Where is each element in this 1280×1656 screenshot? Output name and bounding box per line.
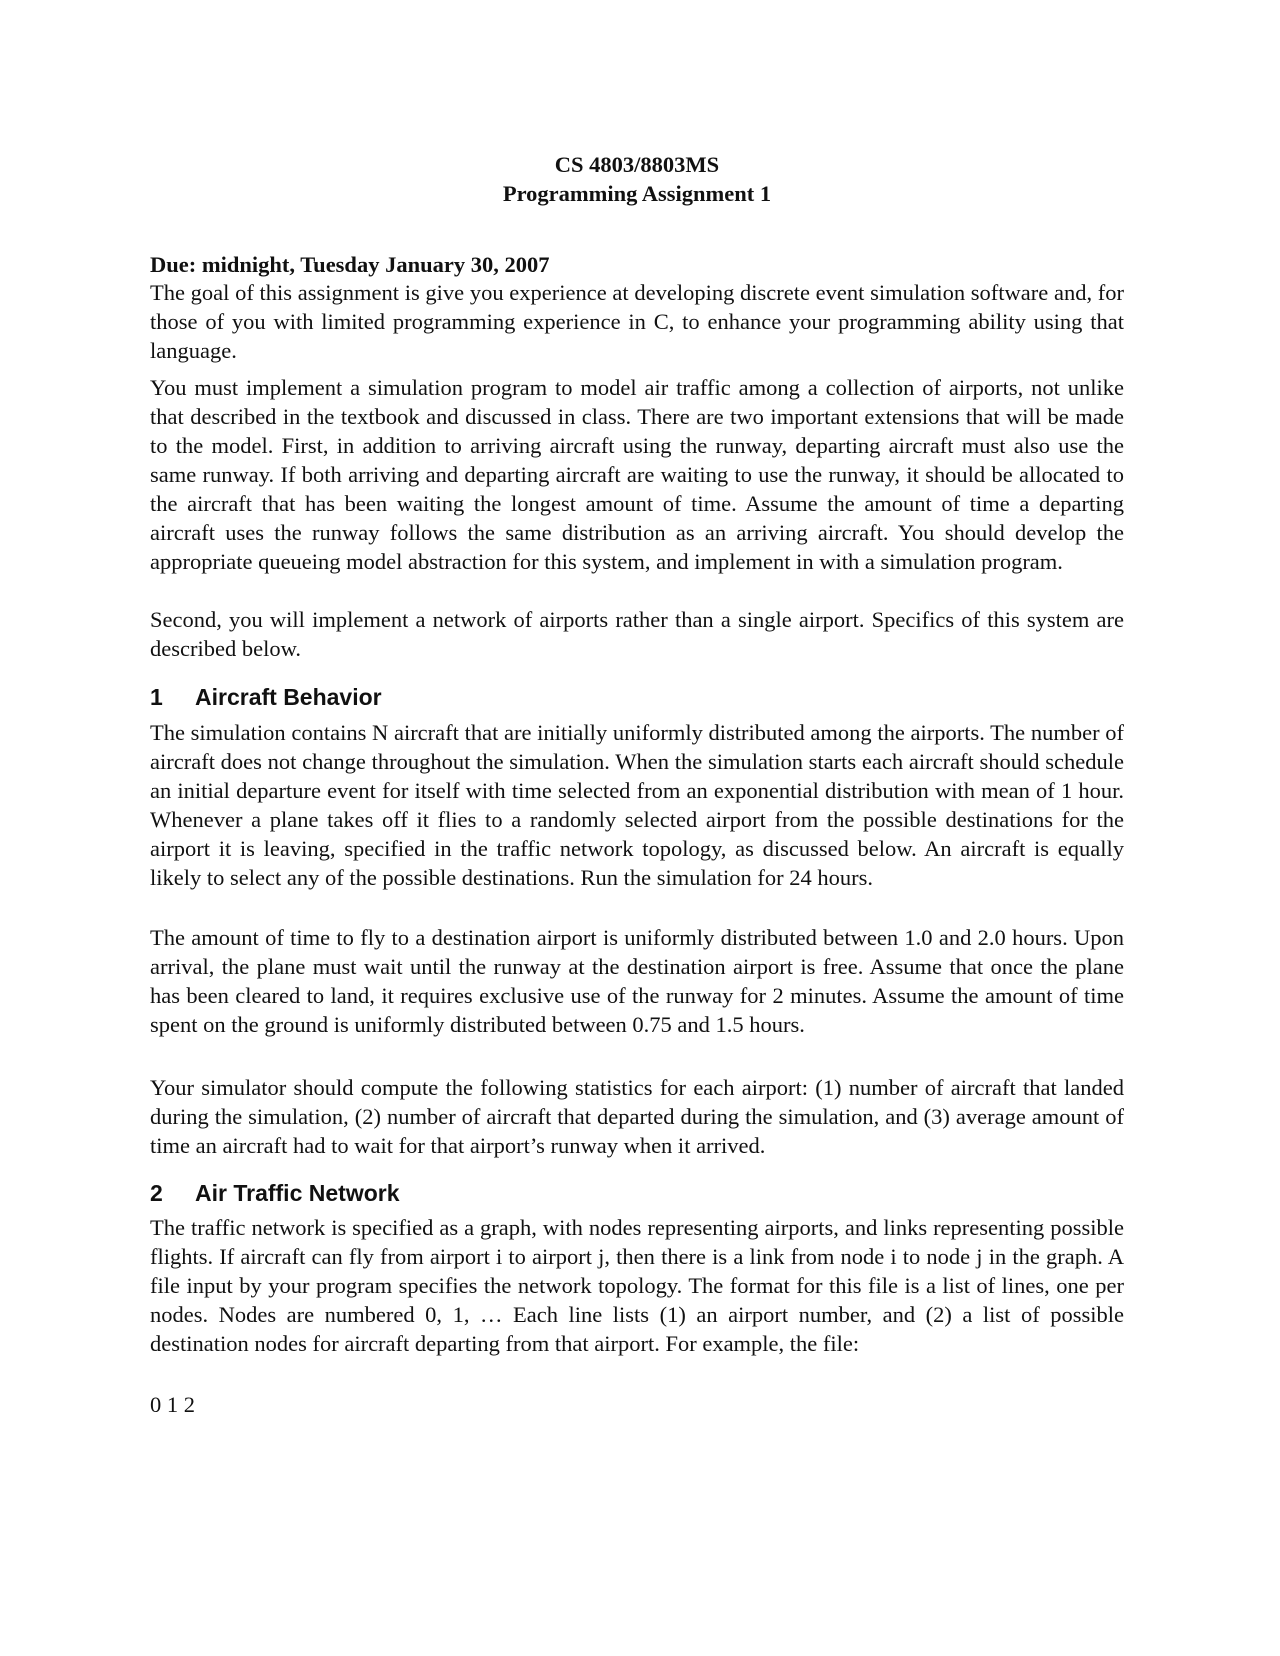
intro-paragraph-1: The goal of this assignment is give you experience at developing discrete event simulation software and, for those of you with limited programming experience in C, to enhance your programming ability using that language.: [150, 280, 1124, 363]
section-heading-1: [150, 683, 382, 712]
section1-paragraph-1: The simulation contains N aircraft that are initially uniformly distributed among the airports. The number of aircraft does not change throughout the simulation. When the simulation starts each aircraft should schedule an initial departure event for itself with time selected from an exponential distribution with mean of 1 hour. Whenever a plane takes off it flies to a randomly selected airport from the possible destinations for the airport it is leaving, specified in the traffic network topology, as discussed below. An aircraft is equally likely to select any of the possible destinations. Run the simulation for 24 hours.: [150, 720, 1124, 890]
section1-paragraph-2: The amount of time to fly to a destination airport is uniformly distributed between 1.0 and 2.0 hours. Upon arrival, the plane must wait until the runway at the destination airport is free. Assume that once the plane has been cleared to land, it requires exclusive use of the runway for 2 minutes. Assume the amount of time spent on the ground is uniformly distributed between 0.75 and 1.5 hours.: [150, 925, 1124, 1037]
intro-paragraph-2: You must implement a simulation program to model air traffic among a collection of airports, not unlike that described in the textbook and discussed in class. There are two important extensions that will be made to the model. First, in addition to arriving aircraft using the runway, departing aircraft must also use the same runway. If both arriving and departing aircraft are waiting to use the runway, it should be allocated to the aircraft that has been waiting the longest amount of time. Assume the amount of time a departing aircraft uses the runway follows the same distribution as an arriving aircraft. You should develop the appropriate queueing model abstraction for this system, and implement in with a simulation program.: [150, 375, 1124, 574]
section-title: Aircraft Behavior: [195, 684, 382, 710]
example-file-line: 0 1 2: [150, 1392, 195, 1417]
section-heading-2: [150, 1179, 400, 1208]
section-number: 2: [150, 1180, 163, 1206]
intro-paragraph-3: Second, you will implement a network of airports rather than a single airport. Specifics of this system are described below.: [150, 607, 1124, 661]
section2-paragraph-1: The traffic network is specified as a graph, with nodes representing airports, and links representing possible flights. If aircraft can fly from airport i to airport j, then there is a link from node i to node j in the graph. A file input by your program specifies the network topology. The format for this file is a list of lines, one per nodes. Nodes are numbered 0, 1, … Each line lists (1) an airport number, and (2) a list of possible destination nodes for aircraft departing from that airport. For example, the file:: [150, 1215, 1124, 1356]
section-title: Air Traffic Network: [195, 1180, 400, 1206]
section1-paragraph-3: Your simulator should compute the following statistics for each airport: (1) number of aircraft that landed during the simulation, (2) number of aircraft that departed during the simulation, and (3) average amount of time an aircraft had to wait for that airport’s runway when it arrived.: [150, 1075, 1124, 1158]
assignment-title: Programming Assignment 1: [502, 181, 772, 206]
course-title: CS 4803/8803MS: [554, 152, 720, 177]
document-title-block: [150, 150, 1124, 208]
section-number: 1: [150, 684, 163, 710]
due-date: Due: midnight, Tuesday January 30, 2007: [150, 252, 550, 277]
